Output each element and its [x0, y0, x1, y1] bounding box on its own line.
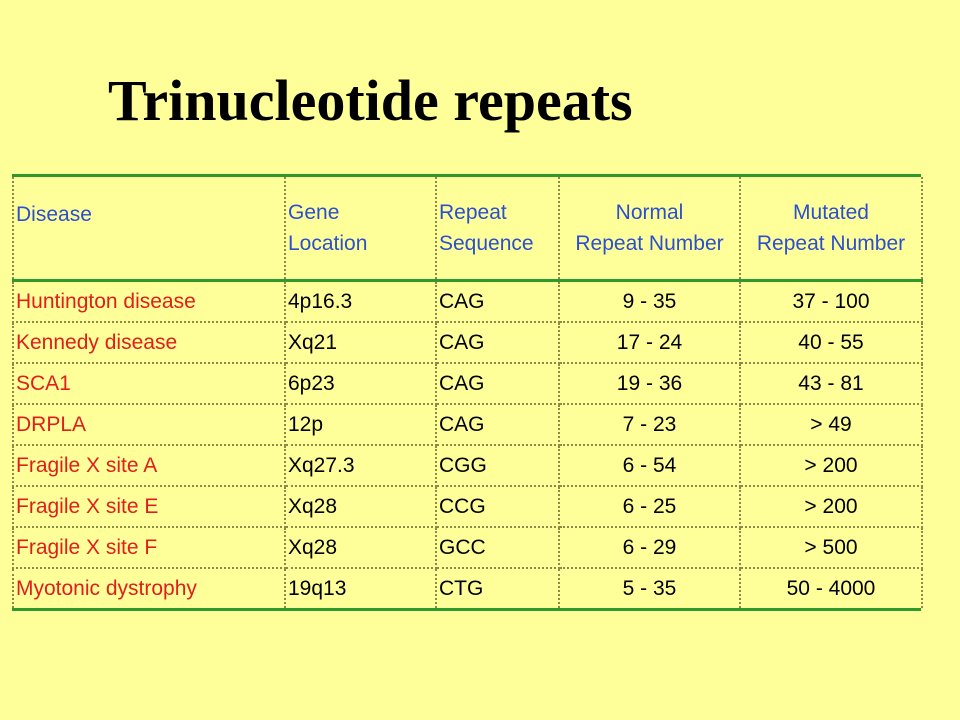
cell-gene-location: 19q13 [285, 568, 436, 608]
cell-mutated-repeat: > 200 [740, 445, 922, 486]
cell-disease: Kennedy disease [13, 322, 285, 363]
cell-disease: Fragile X site E [13, 486, 285, 527]
cell-disease: Fragile X site F [13, 527, 285, 568]
table-header-row [13, 177, 922, 281]
cell-repeat-sequence: GCC [436, 527, 559, 568]
cell-gene-location: Xq27.3 [285, 445, 436, 486]
cell-gene-location: 4p16.3 [285, 281, 436, 323]
cell-repeat-sequence: CTG [436, 568, 559, 608]
header-mutated-line-1: Mutated [793, 201, 869, 224]
header-mutated-repeat-number [740, 177, 922, 281]
header-normal-repeat-number [559, 177, 740, 281]
cell-gene-location: Xq28 [285, 486, 436, 527]
cell-mutated-repeat: > 49 [740, 404, 922, 445]
cell-repeat-sequence: CGG [436, 445, 559, 486]
cell-repeat-sequence: CAG [436, 404, 559, 445]
cell-normal-repeat: 6 - 54 [559, 445, 740, 486]
header-gene-location-line-2: Location [288, 232, 368, 255]
table-row [13, 281, 922, 323]
cell-normal-repeat: 19 - 36 [559, 363, 740, 404]
cell-mutated-repeat: 40 - 55 [740, 322, 922, 363]
table-row [13, 486, 922, 527]
table-row [13, 527, 922, 568]
cell-mutated-repeat: > 500 [740, 527, 922, 568]
cell-mutated-repeat: 50 - 4000 [740, 568, 922, 608]
cell-disease: Myotonic dystrophy [13, 568, 285, 608]
cell-normal-repeat: 7 - 23 [559, 404, 740, 445]
table-row [13, 404, 922, 445]
header-gene-location [285, 177, 436, 281]
cell-gene-location: 6p23 [285, 363, 436, 404]
header-disease [13, 177, 285, 281]
cell-disease: DRPLA [13, 404, 285, 445]
cell-repeat-sequence: CAG [436, 281, 559, 323]
header-mutated-line-2: Repeat Number [756, 232, 906, 255]
trinucleotide-repeats-table [12, 177, 923, 608]
table-row [13, 445, 922, 486]
table-row [13, 363, 922, 404]
cell-repeat-sequence: CAG [436, 363, 559, 404]
cell-normal-repeat: 6 - 29 [559, 527, 740, 568]
cell-repeat-sequence: CAG [436, 322, 559, 363]
slide-title: Trinucleotide repeats [108, 68, 633, 133]
header-repeat-sequence [436, 177, 559, 281]
cell-disease: Huntington disease [13, 281, 285, 323]
cell-mutated-repeat: 43 - 81 [740, 363, 922, 404]
header-normal-line-1: Normal [615, 201, 684, 224]
trinucleotide-table-container [12, 174, 921, 611]
cell-mutated-repeat: > 200 [740, 486, 922, 527]
cell-mutated-repeat: 37 - 100 [740, 281, 922, 323]
cell-gene-location: Xq21 [285, 322, 436, 363]
cell-normal-repeat: 17 - 24 [559, 322, 740, 363]
header-repeat-sequence-line-1: Repeat [439, 201, 507, 224]
header-disease-label: Disease [16, 203, 92, 226]
table-row [13, 568, 922, 608]
cell-normal-repeat: 6 - 25 [559, 486, 740, 527]
header-repeat-sequence-line-2: Sequence [439, 232, 534, 255]
cell-gene-location: Xq28 [285, 527, 436, 568]
cell-disease: Fragile X site A [13, 445, 285, 486]
header-gene-location-line-1: Gene [288, 201, 340, 224]
cell-gene-location: 12p [285, 404, 436, 445]
cell-repeat-sequence: CCG [436, 486, 559, 527]
cell-normal-repeat: 5 - 35 [559, 568, 740, 608]
cell-disease: SCA1 [13, 363, 285, 404]
table-row [13, 322, 922, 363]
cell-normal-repeat: 9 - 35 [559, 281, 740, 323]
header-normal-line-2: Repeat Number [575, 232, 724, 255]
